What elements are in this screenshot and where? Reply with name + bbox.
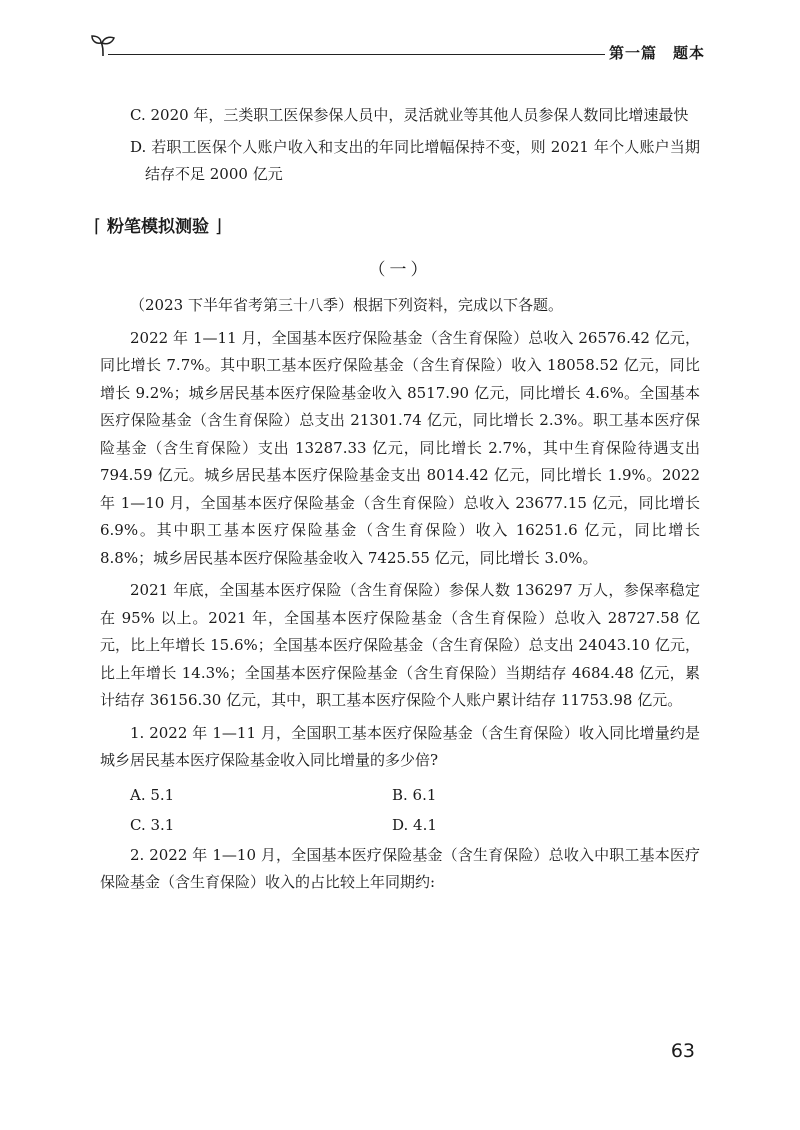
section-heading — [94, 213, 700, 243]
choice-b: B. 6.1 — [392, 785, 437, 804]
material-subtitle: （一） — [368, 259, 432, 280]
page-number: 63 — [670, 1040, 695, 1062]
header-title: 第一篇 题本 — [608, 44, 705, 62]
open-bracket-icon: ⌈ — [94, 215, 102, 237]
page-content — [94, 102, 700, 902]
question-2-stem: 2. 2022 年 1—10 月，全国基本医疗保险基金（含生育保险）总收入中职工基本医疗保险基金（含生育保险）收入的占比较上年同期约: — [100, 845, 700, 891]
option-d: D. 若职工医保个人账户收入和支出的年同比增幅保持不变，则 2021 年个人账户当期结存不足 2000 亿元 — [130, 137, 700, 183]
section-title: 粉笔模拟测验 — [106, 216, 209, 237]
question-1-stem: 1. 2022 年 1—11 月，全国职工基本医疗保险基金（含生育保险）收入同比增量约是城乡居民基本医疗保险基金收入同比增量的多少倍? — [100, 723, 700, 769]
option-c: C. 2020 年，三类职工医保参保人员中，灵活就业等其他人员参保人数同比增速最快 — [130, 106, 689, 124]
close-bracket-icon: ⌋ — [214, 215, 222, 237]
question-1-choices — [100, 780, 700, 840]
page-header — [90, 32, 705, 62]
material-intro: （2023 下半年省考第三十八季）根据下列资料，完成以下各题。 — [130, 296, 563, 314]
choice-d: D. 4.1 — [392, 815, 437, 834]
material-paragraph: 2021 年底，全国基本医疗保险（含生育保险）参保人数 136297 万人，参保率稳定在 95% 以上。2021 年，全国基本医疗保险基金（含生育保险）总收入 28727.58 亿元，比上年增长 15.6%；全国基本医疗保险基金（含生育保险）总支出 24043.10 亿元，比上年增长 14.3%；全国基本医疗保险基金（含生育保险）当期结存 4684.48 亿元，累计结存 36156.30 亿元，其中，职工基本医疗保险个人账户累计结存 11753.98 亿元。 — [100, 581, 700, 709]
choice-a: A. 5.1 — [130, 785, 175, 804]
material-paragraph: 2022 年 1—11 月，全国基本医疗保险基金（含生育保险）总收入 26576.42 亿元，同比增长 7.7%。其中职工基本医疗保险基金（含生育保险）收入 18058.52 亿元，同比增长 9.2%；城乡居民基本医疗保险基金收入 8517.90 亿元，同比增长 4.6%。全国基本医疗保险基金（含生育保险）总支出 21301.74 亿元，同比增长 2.3%。职工基本医疗保险基金（含生育保险）支出 13287.33 亿元，同比增长 2.7%，其中生育保险待遇支出 794.59 亿元。城乡居民基本医疗保险基金支出 8014.42 亿元，同比增长 1.9%。2022 年 1—10 月，全国基本医疗保险基金（含生育保险）总收入 23677.15 亿元，同比增长 6.9%。其中职工基本医疗保险基金（含生育保险）收入 16251.6 亿元，同比增长 8.8%；城乡居民基本医疗保险基金收入 7425.55 亿元，同比增长 3.0%。 — [100, 328, 700, 567]
choice-c: C. 3.1 — [130, 815, 175, 834]
header-rule — [108, 54, 605, 55]
